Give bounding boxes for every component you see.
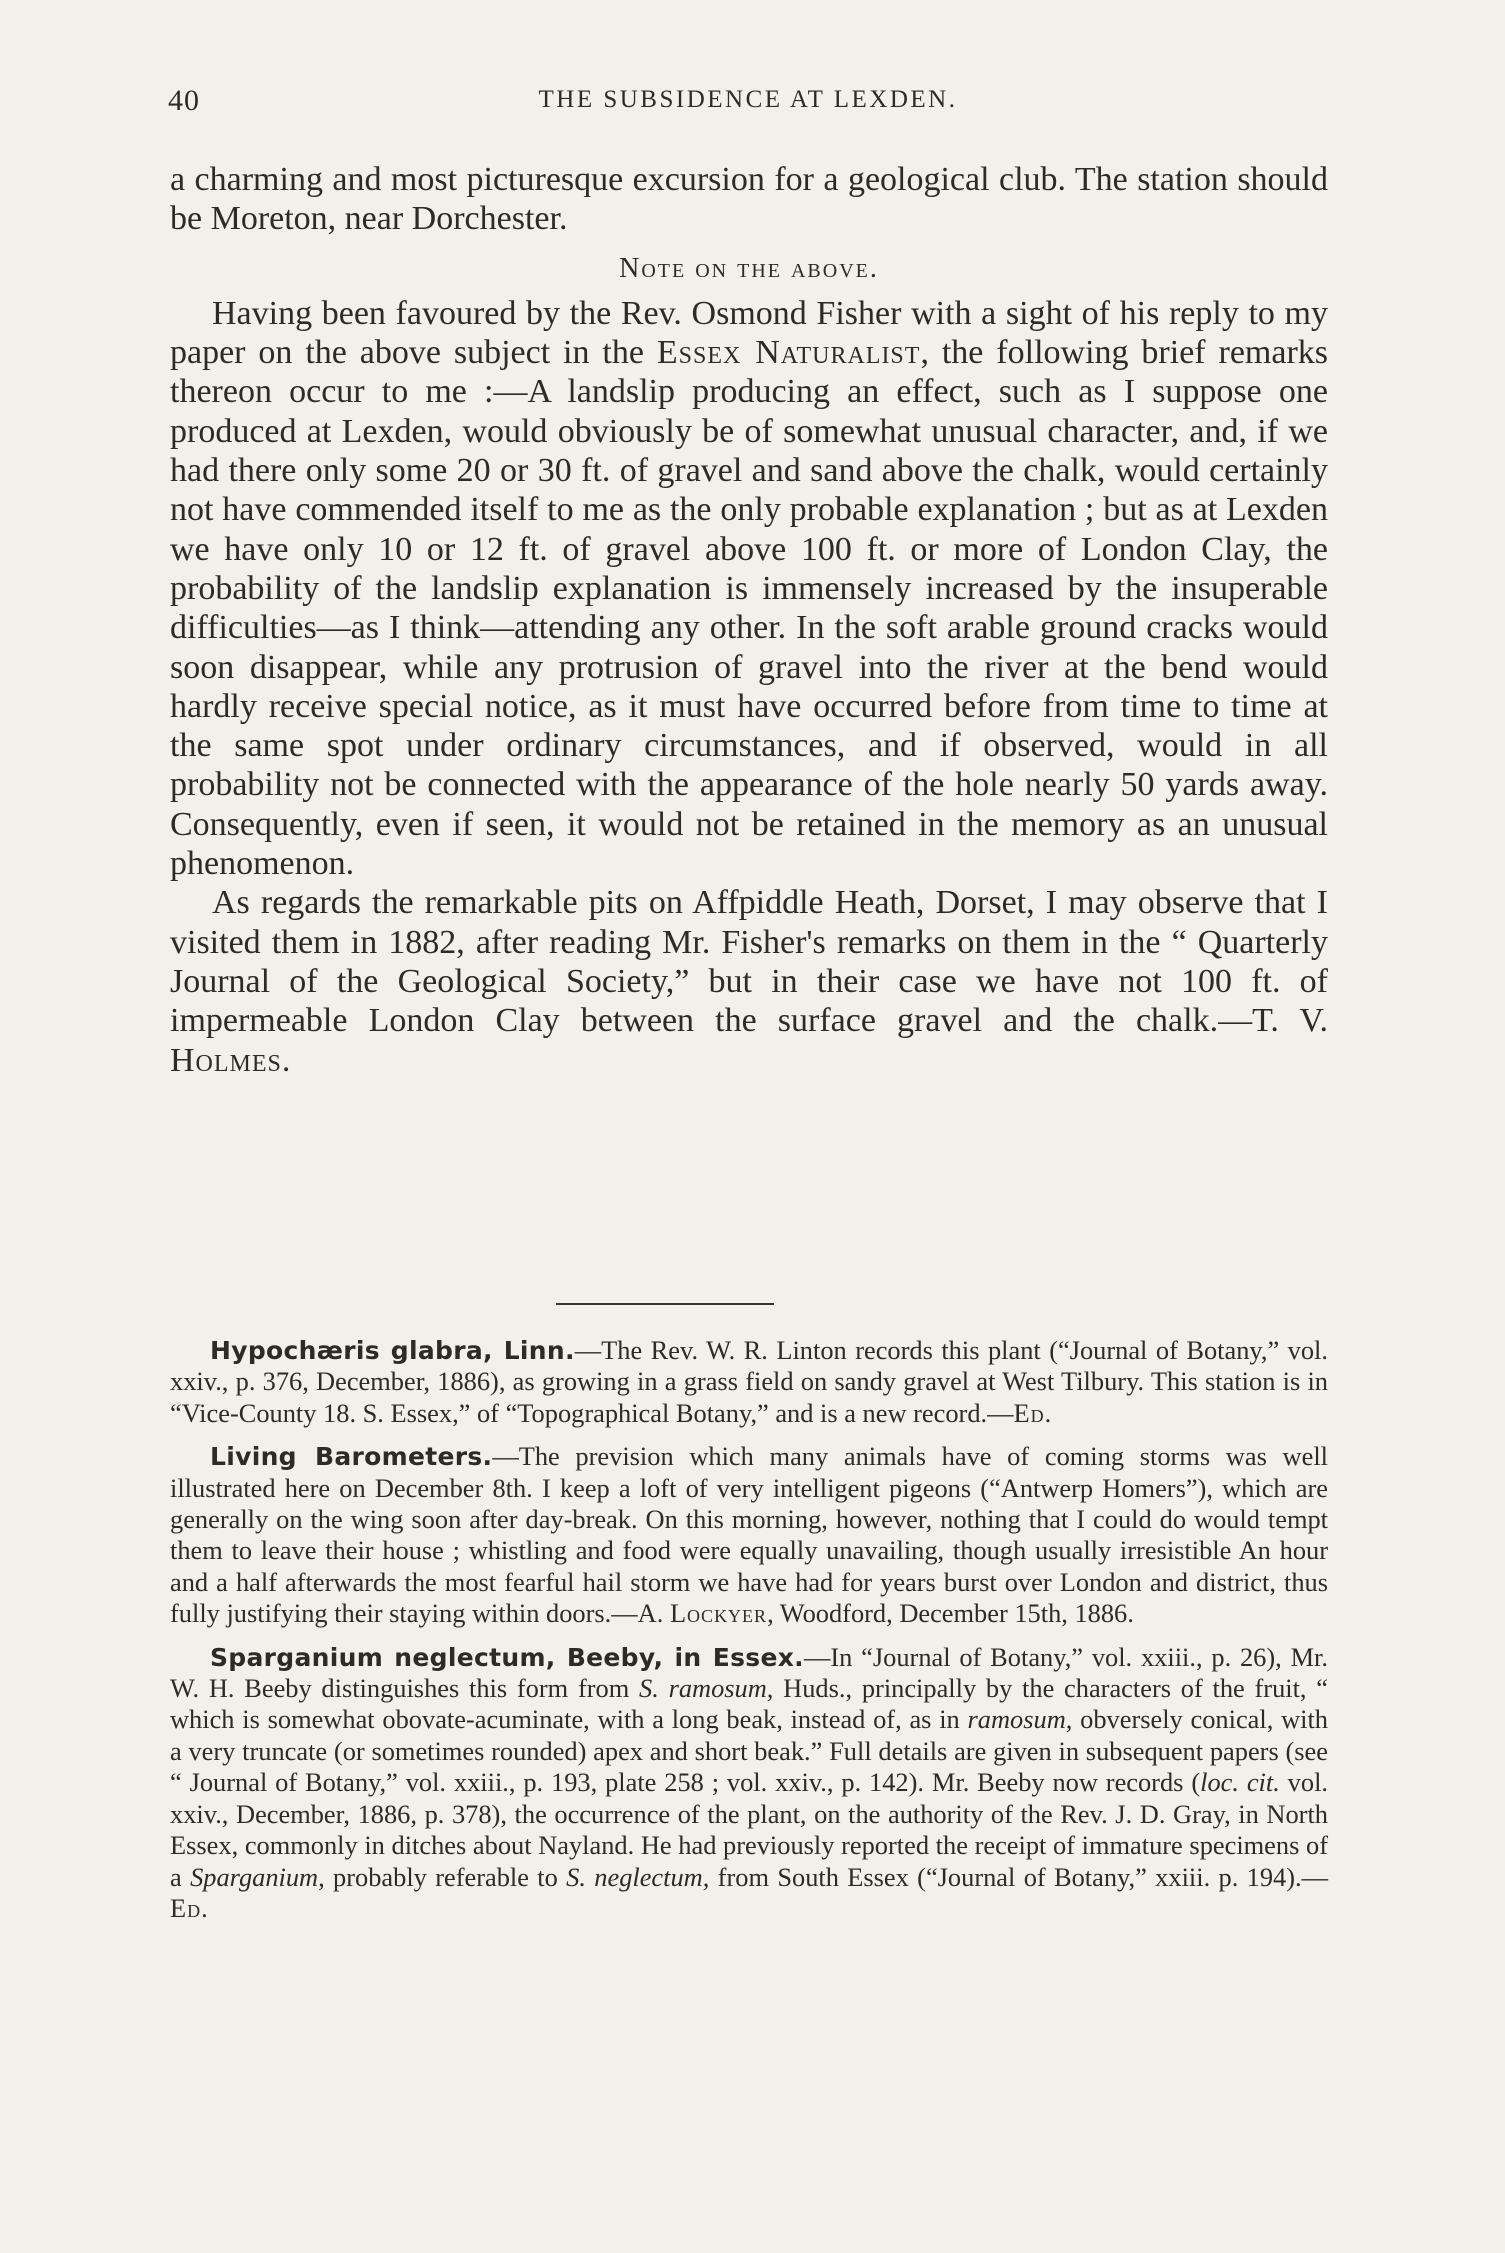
short-notes: [170, 1335, 1328, 1936]
note-paragraph-2: [170, 883, 1328, 1079]
note-hypochaeris: [170, 1335, 1328, 1429]
note-sparganium-text-1: —In “Journal of Botany,” vol. xxiii., p. 26), Mr. W. H. Beeby distinguishes this form from: [170, 1641, 1328, 1704]
note-hypochaeris-title: Hypochæris glabra, Linn.: [210, 1336, 575, 1365]
main-text: [170, 160, 1328, 1080]
note-sparganium-title: Sparganium neglectum, Beeby, in Essex.: [210, 1642, 804, 1672]
note-paragraph-1-part-b: , the following brief remarks thereon occur to me :—A landslip producing an effect, such as I suppose one produced at Lexden, would obviously be of somewhat unusual character, and, if we had there only some 20 or 30 ft. of gravel and sand above the chalk, would certainly not have commended itself to me as the only probable explanation ; but as at Lexden we have only 10 or 12 ft. of gravel above 100 ft. or more of London Clay, the probability of the landslip explanation is immensely increased by the insuperable difficulties—as I think—attending any other. In the soft arable ground cracks would soon disappear, while any protrusion of gravel into the river at the bend would hardly receive special notice, as it must have occurred before from time to time at the same spot under ordinary circumstances, and if observed, would in all probability not be connected with the appearance of the hole nearly 50 yards away. Consequently, even if seen, it would not be retained in the memory as an unusual phenomenon.: [170, 334, 1329, 883]
journal-name: Essex Naturalist: [656, 334, 921, 372]
genus-sparganium: Sparganium,: [190, 1861, 325, 1892]
editor-signature: Ed.: [1013, 1397, 1053, 1428]
note-sparganium-text-5: probably referable to: [324, 1861, 567, 1892]
note-paragraph-2-text: As regards the remarkable pits on Affpiddle Heath, Dorset, I may observe that I visited them in 1882, after reading Mr. Fisher's remarks on them in the “ Quarterly Journal of the Geological Society,” but in their case we have not 100 ft. of impermeable London Clay between the surface gravel and the chalk.—T. V.: [170, 884, 1328, 1040]
page-number: 40: [168, 84, 200, 117]
page-header: [168, 84, 1328, 124]
species-ramosum: S. ramosum,: [639, 1673, 774, 1704]
note-sparganium-text-3: obversely conical, with a very truncate (or sometimes rounded) apex and short beak.” Full details are given in subsequent papers (see “ Journal of Botany,” vol. xxiii., p. 193, plate 258 ; vol. xxiv., p. 142). Mr. Beeby now records (: [170, 1704, 1328, 1798]
note-living-barometers-place-date: , Woodford, December 15th, 1886.: [767, 1598, 1134, 1629]
note-hypochaeris-text: —The Rev. W. R. Linton records this plant (“Journal of Botany,” vol. xxiv., p. 376, December, 1886), as growing in a grass field on sandy gravel at West Tilbury. This station is in “Vice-County 18. S. Essex,” of “Topographical Botany,” and is a new record.—: [170, 1335, 1328, 1428]
running-head: THE SUBSIDENCE AT LEXDEN.: [538, 86, 958, 113]
note-sparganium-text-2: Huds., principally by the characters of the fruit, “ which is somewhat obovate-acuminate, with a long beak, instead of, as in: [170, 1673, 1328, 1735]
note-sparganium-text-6: from South Essex (“Journal of Botany,” xxiii. p. 194).—: [709, 1861, 1328, 1892]
species-neglectum: S. neglectum,: [566, 1861, 710, 1892]
note-heading: Note on the above.: [619, 252, 879, 284]
note-paragraph-1-part-a: Having been favoured by the Rev. Osmond Fisher with a sight of his reply to my paper on the above subject in the: [170, 294, 1328, 372]
lockyer-signature: Lockyer: [669, 1598, 768, 1629]
note-living-barometers-text: —The prevision which many animals have of coming storms was well illustrated here on December 8th. I keep a loft of very intelligent pigeons (“Antwerp Homers”), which are generally on the wing soon after day-break. On this morning, however, nothing that I could do would tempt them to leave their house ; whistling and food were equally unavailing, though usually irresistible An hour and a half afterwards the most fearful hail storm we have had for years burst over London and district, thus fully justifying their staying within doors.—A.: [170, 1441, 1328, 1629]
note-paragraph-1: [170, 294, 1328, 883]
note-sparganium: [170, 1642, 1328, 1925]
author-signature: Holmes.: [170, 1041, 292, 1079]
note-living-barometers: [170, 1441, 1328, 1629]
opening-paragraph: a charming and most picturesque excursion for a geological club. The station should be Moreton, near Dorchester.: [170, 161, 1328, 238]
species-ramosum-short: ramosum,: [967, 1704, 1073, 1735]
note-sparganium-text-4: vol. xxiv., December, 1886, p. 378), the occurrence of the plant, on the authority of the Rev. J. D. Gray, in North Essex, commonly in ditches about Nayland. He had previously reported the receipt of immature specimens of a: [170, 1767, 1329, 1892]
note-living-barometers-title: Living Barometers.: [210, 1442, 493, 1472]
section-divider: [556, 1303, 774, 1305]
editor-signature-2: Ed.: [170, 1892, 209, 1923]
loc-cit: loc. cit.: [1200, 1767, 1280, 1798]
